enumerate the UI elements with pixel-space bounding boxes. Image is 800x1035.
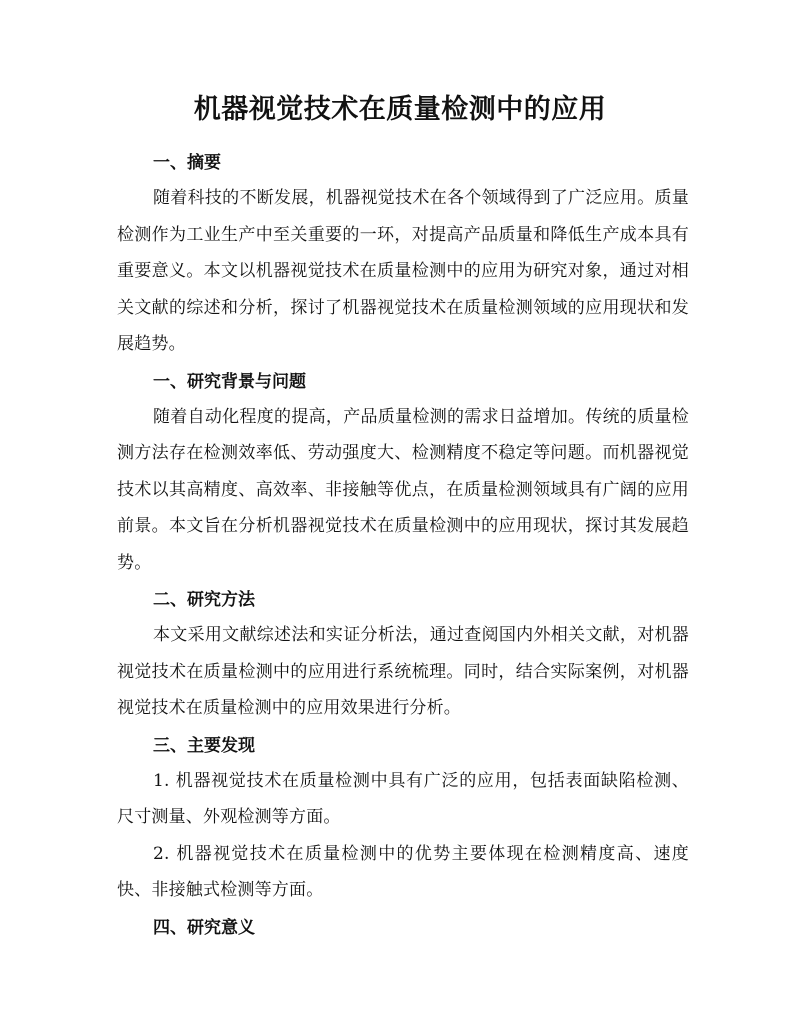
- document-title: 机器视觉技术在质量检测中的应用: [193, 94, 607, 125]
- section-heading-findings: 三、主要发现: [153, 735, 255, 756]
- background-paragraph: 随着自动化程度的提高，产品质量检测的需求日益增加。传统的质量检测方法存在检测效率低、劳动强度大、检测精度不稳定等问题。而机器视觉技术以其高精度、高效率、非接触等优点，在质量检测领域具有广阔的应用前景。本文旨在分析机器视觉技术在质量检测中的应用现状，探讨其发展趋势。: [117, 406, 689, 573]
- section-heading-abstract: 一、摘要: [153, 153, 221, 173]
- finding-item-1: 1. 机器视觉技术在质量检测中具有广泛的应用，包括表面缺陷检测、尺寸测量、外观检测等方面。: [117, 770, 689, 827]
- section-heading-methods: 二、研究方法: [153, 590, 255, 610]
- section-heading-background: 一、研究背景与问题: [153, 371, 306, 392]
- section-heading-significance: 四、研究意义: [153, 917, 255, 938]
- document-body: [117, 146, 689, 945]
- finding-item-2: 2. 机器视觉技术在质量检测中的优势主要体现在检测精度高、速度快、非接触式检测等方面。: [117, 843, 689, 900]
- methods-paragraph: 本文采用文献综述法和实证分析法，通过查阅国内外相关文献，对机器视觉技术在质量检测中的应用进行系统梳理。同时，结合实际案例，对机器视觉技术在质量检测中的应用效果进行分析。: [117, 625, 689, 718]
- abstract-paragraph: 随着科技的不断发展，机器视觉技术在各个领域得到了广泛应用。质量检测作为工业生产中至关重要的一环，对提高产品质量和降低生产成本具有重要意义。本文以机器视觉技术在质量检测中的应用为研究对象，通过对相关文献的综述和分析，探讨了机器视觉技术在质量检测领域的应用现状和发展趋势。: [117, 188, 689, 354]
